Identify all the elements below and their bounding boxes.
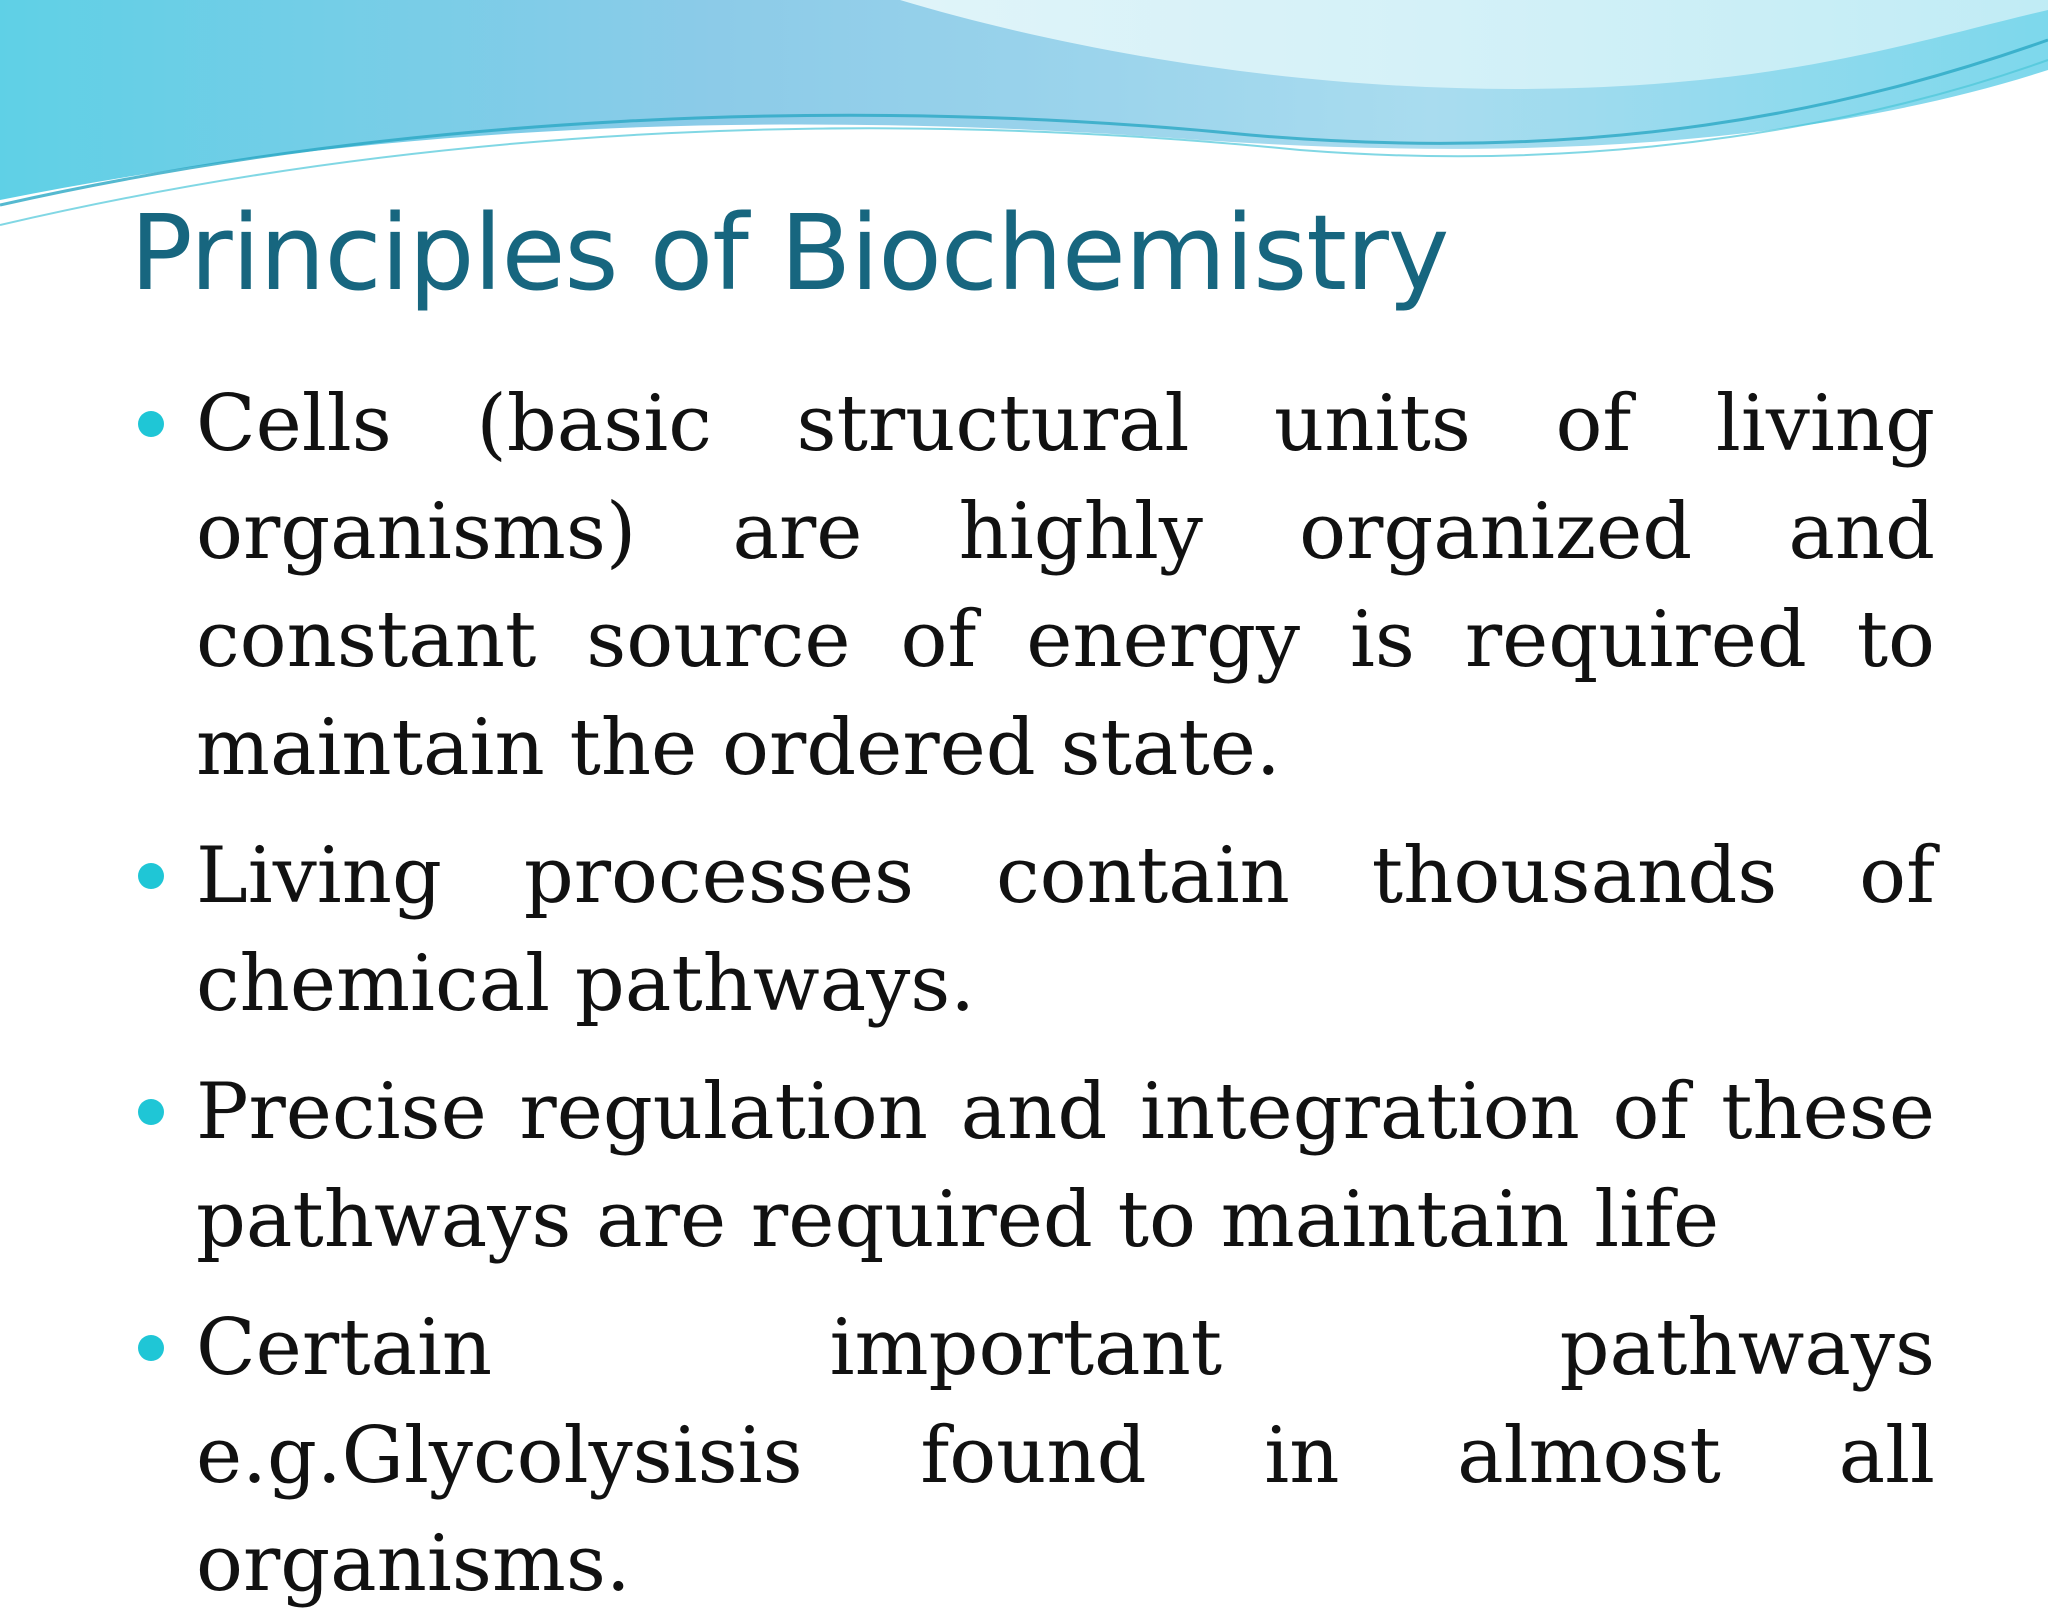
bullet-text: Cells (basic structural units of living organisms) are highly organized and constant source of energy is required to maintain the ordered state. <box>196 379 1935 793</box>
bullet-list <box>135 370 1935 1618</box>
bullet-dot-icon <box>138 1335 164 1361</box>
bullet-text: Precise regulation and integration of these pathways are required to maintain life <box>196 1067 1935 1265</box>
bullet-dot-icon <box>138 411 164 437</box>
bullet-item <box>135 370 1935 802</box>
bullet-item <box>135 1058 1935 1274</box>
bullet-item <box>135 822 1935 1038</box>
bullet-text: Living processes contain thousands of chemical pathways. <box>196 831 1935 1029</box>
slide-title: Principles of Biochemistry <box>130 192 1449 314</box>
bullet-text: Certain important pathways e.g.Glycolysisis found in almost all organisms. <box>196 1303 1935 1609</box>
bullet-dot-icon <box>138 863 164 889</box>
bullet-item <box>135 1294 1935 1618</box>
bullet-dot-icon <box>138 1099 164 1125</box>
